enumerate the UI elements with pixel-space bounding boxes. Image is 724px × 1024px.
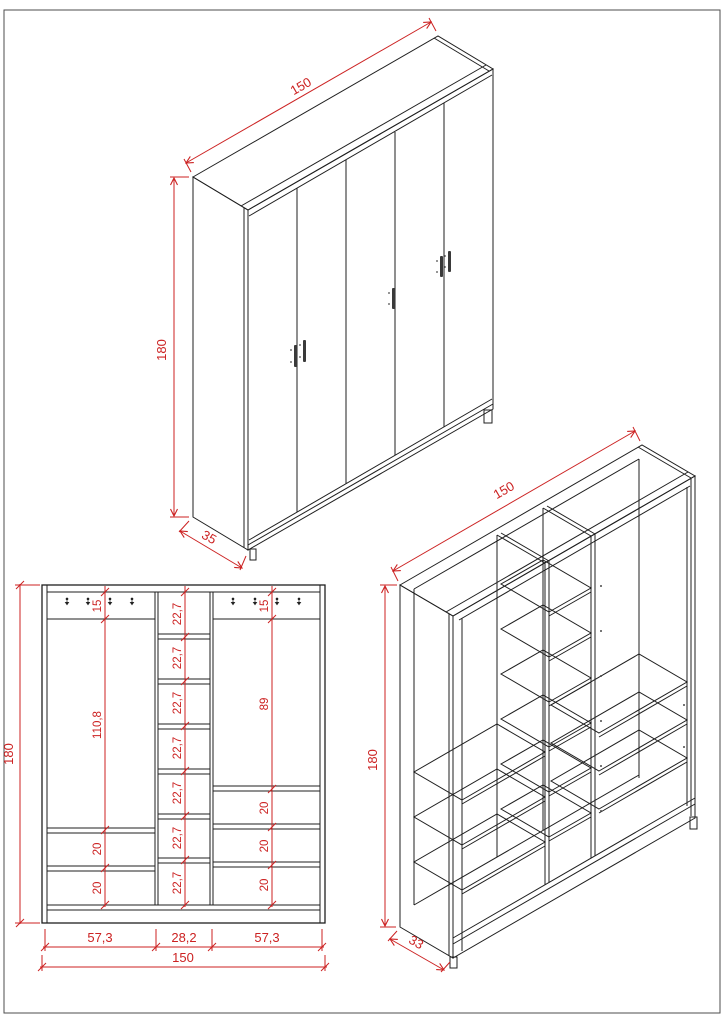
left-column-lines	[47, 619, 155, 871]
dimension-label: 15	[259, 599, 271, 613]
carcass-lines	[193, 36, 493, 550]
dimension-label: 22,7	[172, 781, 184, 805]
dimension-label: 180	[365, 749, 380, 771]
dimension-label: 20	[259, 801, 271, 815]
dimension-label: 180	[154, 339, 169, 361]
dim-height-open	[365, 585, 397, 927]
dim-widths-front	[41, 929, 326, 951]
coat-hook-icon	[231, 598, 236, 606]
coat-hook-icon	[275, 598, 280, 606]
dim-left-column	[92, 586, 109, 909]
left-shelves	[414, 724, 545, 894]
dim-width-open	[391, 427, 640, 581]
dimension-label: 28,2	[171, 930, 197, 945]
dimension-label: 20	[92, 881, 104, 895]
dim-right-column	[259, 586, 276, 909]
coat-hook-icon	[65, 598, 70, 606]
right-column-lines	[213, 619, 320, 867]
dimension-label: 150	[287, 74, 314, 99]
dimension-label: 150	[172, 950, 194, 965]
dimension-label: 22,7	[172, 691, 184, 715]
dimension-label: 20	[92, 842, 104, 856]
shelf-pin-dots	[600, 585, 685, 812]
feet	[450, 817, 697, 968]
coat-hook-icon	[86, 598, 91, 606]
dim-height-closed	[154, 177, 189, 517]
door-handle	[444, 251, 451, 272]
door-handle	[290, 345, 297, 367]
door-divider-lines	[297, 103, 444, 512]
dimension-label: 20	[259, 839, 271, 853]
front-elevation-view	[1, 581, 329, 971]
middle-column-lines	[158, 634, 210, 863]
door-handle	[299, 340, 306, 362]
feet	[250, 410, 492, 560]
dimension-label: 15	[92, 599, 104, 613]
page-border	[4, 10, 720, 1013]
door-handle	[388, 288, 395, 309]
coat-hook-icon	[130, 598, 135, 606]
door-handle	[436, 256, 443, 277]
dimension-label: 150	[490, 478, 517, 503]
dimension-label: 22,7	[172, 826, 184, 850]
coat-hook-icon	[108, 598, 113, 606]
partition-lines	[497, 506, 595, 885]
dimension-label: 22,7	[172, 736, 184, 760]
coat-hook-icon	[297, 598, 302, 606]
middle-shelves	[501, 560, 591, 841]
dimension-label: 57,3	[254, 930, 280, 945]
dimension-label: 57,3	[87, 930, 113, 945]
dimension-label: 22,7	[172, 871, 184, 895]
right-shelves	[551, 654, 687, 813]
dim-width-closed	[184, 18, 436, 172]
dimension-label: 110,8	[92, 711, 104, 739]
dimension-label: 20	[259, 878, 271, 892]
dimension-label: 180	[1, 743, 16, 765]
dimension-label: 35	[199, 526, 220, 548]
dim-height-front	[1, 581, 40, 927]
iso-closed-view	[154, 18, 493, 570]
dimension-label: 22,7	[172, 646, 184, 670]
coat-hook-icon	[253, 598, 258, 606]
dimension-label: 89	[259, 697, 271, 711]
dim-depth-open	[388, 931, 450, 972]
door-handles	[290, 251, 451, 367]
dimension-label: 22,7	[172, 602, 184, 626]
iso-open-view	[365, 427, 697, 972]
dim-total-width-front	[38, 950, 329, 971]
dimension-label: 33	[406, 931, 427, 953]
